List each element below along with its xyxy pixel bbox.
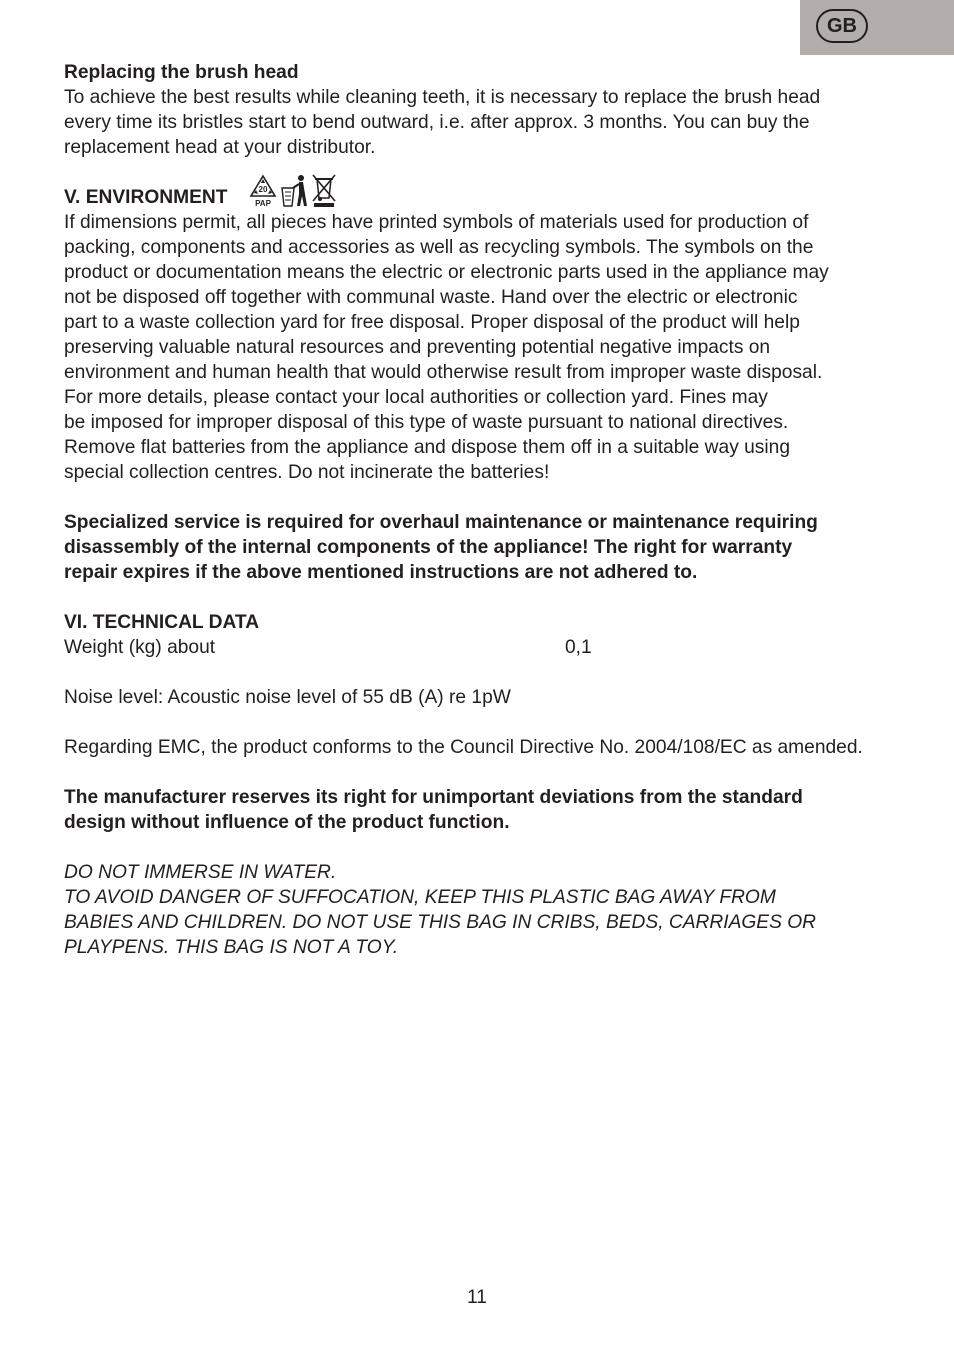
service-notice-line: disassembly of the internal components of the appliance! The right for warranty <box>64 537 793 558</box>
brush-head-line: every time its bristles start to bend outward, i.e. after approx. 3 months. You can buy the <box>64 112 810 133</box>
environment-line: special collection centres. Do not incinerate the batteries! <box>64 462 550 483</box>
recycling-pap-20-icon <box>249 174 277 208</box>
environment-line: preserving valuable natural resources and preventing potential negative impacts on <box>64 337 771 358</box>
language-tab <box>800 0 954 55</box>
weight-label: Weight (kg) about <box>64 637 216 658</box>
service-notice-line: repair expires if the above mentioned instructions are not adhered to. <box>64 562 698 583</box>
brush-head-title: Replacing the brush head <box>64 62 299 83</box>
manufacturer-notice-line: The manufacturer reserves its right for unimportant deviations from the standard <box>64 787 803 808</box>
environment-line: product or documentation means the electric or electronic parts used in the appliance may <box>64 262 829 283</box>
technical-data-section <box>64 610 924 760</box>
manufacturer-notice-line: design without influence of the product function. <box>64 812 510 833</box>
weight-row <box>64 635 924 660</box>
recycle-bin-person-icon <box>280 174 308 208</box>
crossed-out-wheelie-bin-icon <box>311 174 337 208</box>
noise-level: Noise level: Acoustic noise level of 55 dB (A) re 1pW <box>64 687 511 708</box>
environment-line: be imposed for improper disposal of this type of waste pursuant to national directives. <box>64 412 789 433</box>
brush-head-section <box>64 60 924 160</box>
environment-section <box>64 185 924 485</box>
environment-line: For more details, please contact your local authorities or collection yard. Fines may <box>64 387 768 408</box>
weight-value: 0,1 <box>565 637 592 658</box>
service-notice-line: Specialized service is required for overhaul maintenance or maintenance requiring <box>64 512 818 533</box>
environment-title: V. ENVIRONMENT <box>64 187 228 208</box>
warning-line: PLAYPENS. THIS BAG IS NOT A TOY. <box>64 937 399 958</box>
language-badge: GB <box>816 9 868 43</box>
brush-head-line: replacement head at your distributor. <box>64 137 376 158</box>
environment-line: not be disposed off together with communal waste. Hand over the electric or electronic <box>64 287 798 308</box>
environment-line: packing, components and accessories as well as recycling symbols. The symbols on the <box>64 237 814 258</box>
recycling-number: 20 <box>259 185 268 194</box>
page-number: 11 <box>467 1287 487 1308</box>
brush-head-line: To achieve the best results while cleaning teeth, it is necessary to replace the brush head <box>64 87 821 108</box>
emc-statement: Regarding EMC, the product conforms to the Council Directive No. 2004/108/EC as amended. <box>64 737 863 758</box>
service-notice <box>64 510 924 585</box>
warnings-section <box>64 860 924 960</box>
manufacturer-notice <box>64 785 924 835</box>
environment-line: environment and human health that would otherwise result from improper waste disposal. <box>64 362 823 383</box>
environment-line: If dimensions permit, all pieces have printed symbols of materials used for production of <box>64 212 809 233</box>
environment-line: Remove flat batteries from the appliance and dispose them off in a suitable way using <box>64 437 790 458</box>
environment-line: part to a waste collection yard for free disposal. Proper disposal of the product will help <box>64 312 800 333</box>
recycling-material: PAP <box>255 199 272 208</box>
warning-line: BABIES AND CHILDREN. DO NOT USE THIS BAG IN CRIBS, BEDS, CARRIAGES OR <box>64 912 817 933</box>
warning-line: DO NOT IMMERSE IN WATER. <box>64 862 337 883</box>
document-body <box>64 60 924 960</box>
technical-data-title: VI. TECHNICAL DATA <box>64 612 260 633</box>
warning-line: TO AVOID DANGER OF SUFFOCATION, KEEP THIS PLASTIC BAG AWAY FROM <box>64 887 776 908</box>
environment-icons <box>249 174 337 208</box>
